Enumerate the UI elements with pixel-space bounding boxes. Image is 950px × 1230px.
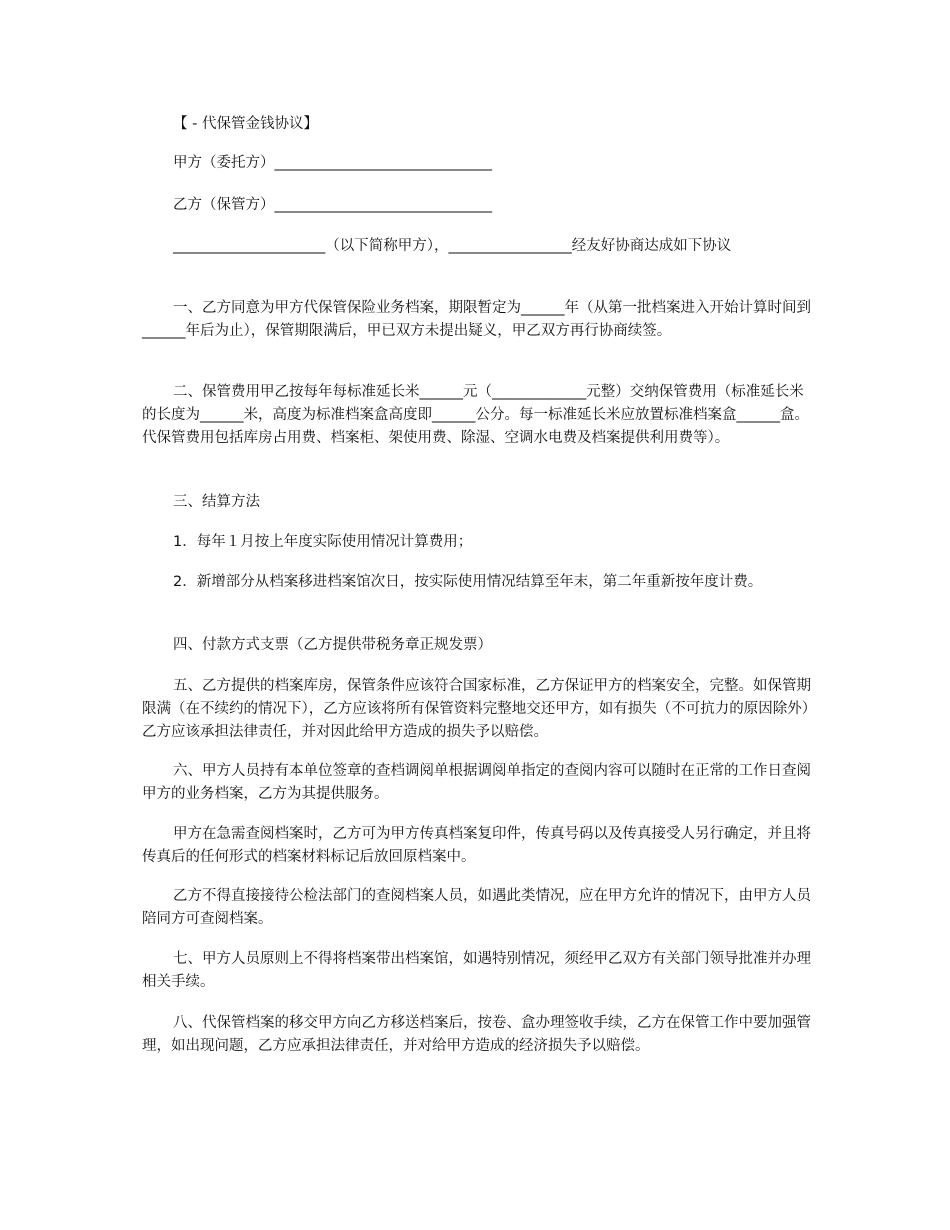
clause-5: 五、乙方提供的档案库房，保管条件应该符合国家标准，乙方保证甲方的档案安全，完整。如保管期限满（在不续约的情况下），乙方应该将所有保管资料完整地交还甲方，如有损失（不可抗力的原因除外）乙方应该承担法律责任，并对因此给甲方造成的损失予以赔偿。 (142, 678, 811, 740)
intro-paragraph: _____________________（以下简称甲方），_________________经友好协商达成如下协议 (173, 238, 732, 254)
clause-4: 四、付款方式支票（乙方提供带税务章正规发票） (173, 637, 492, 653)
document-title: 【 - 代保管金钱协议】 (173, 116, 318, 132)
party-b-line: 乙方（保管方）______________________________ (173, 197, 492, 213)
clause-3-item-1: 1．每年１月按上年度实际使用情况计算费用； (173, 534, 473, 550)
clause-3-heading: 三、结算方法 (173, 494, 260, 510)
clause-1: 一、乙方同意为甲方代保管保险业务档案，期限暂定为______年（从第一批档案进入开始计算时间到______年后为止），保管期限满后，甲已双方未提出疑义，甲乙双方再行协商续签。 (142, 300, 811, 339)
clause-6-fax: 甲方在急需查阅档案时，乙方可为甲方传真档案复印件，传真号码以及传真接受人另行确定，并且将传真后的任何形式的档案材料标记后放回原档案中。 (142, 826, 811, 865)
party-a-line: 甲方（委托方）______________________________ (173, 155, 492, 171)
clause-2: 二、保管费用甲乙按每年每标准延长米______元（_____________元整）交纳保管费用（标准延长米的长度为______米，高度为标准档案盒高度即______公分。每一标准延长米应放置标准档案盒______盒。代保管费用包括库房占用费、档案柜、架使用费、除湿、空调水电费及档案提供利用费等）。 (142, 384, 809, 446)
clause-8: 八、代保管档案的移交甲方向乙方移送档案后，按卷、盒办理签收手续，乙方在保管工作中要加强管理，如出现问题，乙方应承担法律责任，并对给甲方造成的经济损失予以赔偿。 (142, 1015, 811, 1054)
clause-7: 七、甲方人员原则上不得将档案带出档案馆，如遇特别情况，须经甲乙双方有关部门领导批准并办理相关手续。 (142, 951, 811, 990)
clause-6: 六、甲方人员持有本单位签章的查档调阅单根据调阅单指定的查阅内容可以随时在正常的工作日查阅甲方的业务档案，乙方为其提供服务。 (142, 763, 811, 802)
clause-6-agency: 乙方不得直接接待公检法部门的查阅档案人员，如遇此类情况，应在甲方允许的情况下，由甲方人员陪同方可查阅档案。 (142, 888, 811, 927)
clause-3-item-2: 2．新增部分从档案移进档案馆次日，按实际使用情况结算至年末，第二年重新按年度计费。 (173, 574, 763, 590)
